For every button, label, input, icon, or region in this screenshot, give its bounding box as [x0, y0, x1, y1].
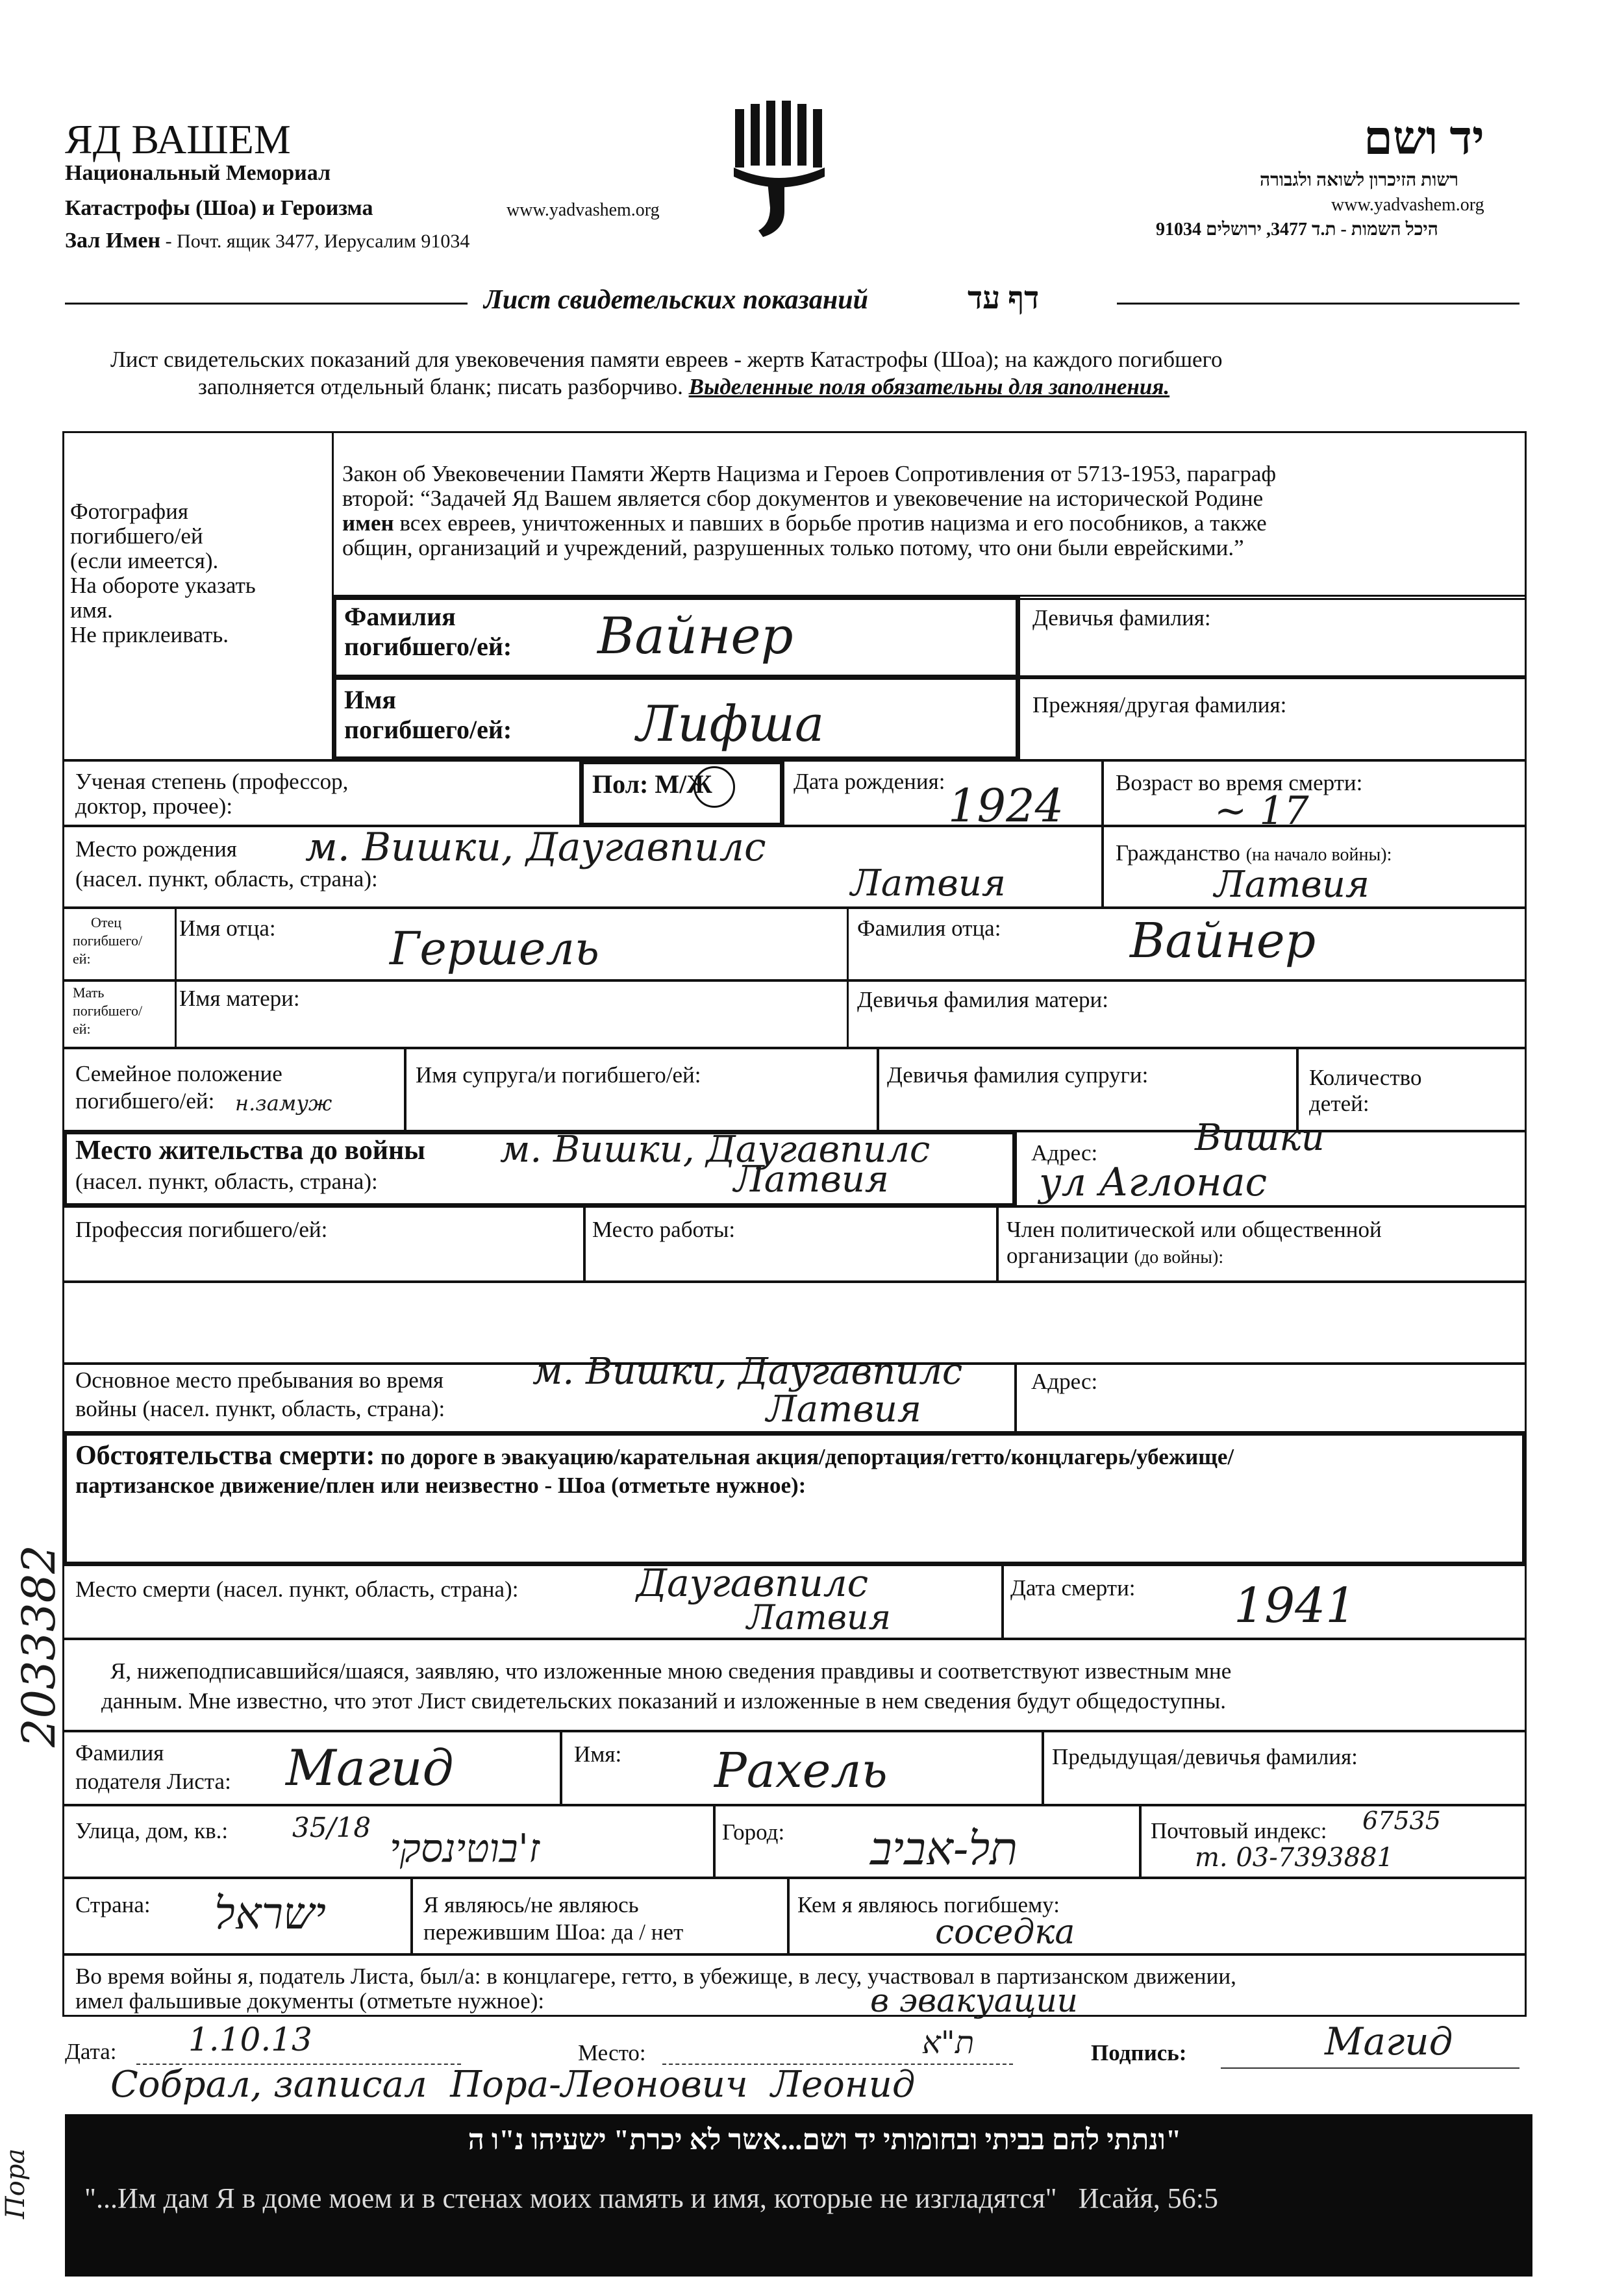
death-place-value-2: Латвия	[747, 1599, 891, 1638]
spouse-name-box[interactable]	[404, 1047, 879, 1132]
death-date-label: Дата смерти:	[1010, 1575, 1136, 1601]
membership-label: Член политической или общественной	[1006, 1217, 1382, 1242]
photo-label-4: На обороте указать	[70, 573, 256, 598]
law-names-word: имен	[342, 510, 394, 536]
birthplace-value: м. Вишки, Даугавпилс	[305, 825, 766, 870]
survivor-options[interactable]: да / нет	[612, 1919, 684, 1945]
spouse-maiden-label: Девичья фамилия супруги:	[887, 1062, 1149, 1088]
spouse-name-label: Имя супруга/и погибшего/ей:	[416, 1062, 701, 1088]
street-value-2: ז'בוטינסקי	[390, 1826, 540, 1871]
citizenship-label-text: Гражданство	[1116, 840, 1240, 866]
declaration-line-2: данным. Мне известно, что этот Лист свидетельских показаний и изложенные в нем сведения будут общедоступны.	[101, 1688, 1226, 1714]
first-name-label-2: погибшего/ей:	[344, 715, 512, 744]
war-status-value: в эвакуации	[870, 1982, 1078, 2019]
country-value: ישראל	[214, 1888, 326, 1940]
marital-label-2: погибшего/ей:	[75, 1088, 215, 1114]
residence-value-2: Латвия	[734, 1158, 889, 1201]
street-label: Улица, дом, кв.:	[75, 1818, 229, 1843]
death-date-value: 1941	[1234, 1578, 1356, 1634]
signature-rule	[1221, 2067, 1519, 2069]
org-title: ЯД ВАШЕМ	[65, 116, 291, 162]
collected-note: Собрал, записал Пора-Леонович Леонид	[110, 2064, 916, 2106]
maiden-name-label: Девичья фамилия:	[1032, 605, 1211, 630]
law-line-4: общин, организаций и учреждений, разрушенных только потому, что они были еврейскими.”	[342, 535, 1244, 560]
war-status-label-2: имел фальшивые документы (отметьте нужное):	[75, 1988, 545, 2014]
profession-label: Профессия погибшего/ей:	[75, 1217, 328, 1242]
submitter-surname-label-2: подателя Листа:	[75, 1769, 231, 1794]
father-name-value: Гершель	[390, 922, 599, 975]
submitter-surname-label: Фамилия	[75, 1740, 164, 1766]
membership-note: (до войны):	[1134, 1247, 1224, 1267]
intro-line-2	[198, 374, 1169, 400]
death-place-label: Место смерти (насел. пункт, область, страна):	[75, 1577, 519, 1602]
surname-label-2: погибшего/ей:	[344, 632, 512, 661]
phone-value: т. 03-7393881	[1195, 1843, 1394, 1873]
hebrew-title: יד ושם	[1364, 112, 1484, 164]
submitter-surname-value: Магид	[286, 1739, 454, 1797]
wartime-value-2: Латвия	[766, 1388, 921, 1430]
death-place-value: Даугавпилс	[636, 1561, 869, 1605]
father-surname-value: Вайнер	[1130, 913, 1316, 969]
yad-vashem-logo	[727, 97, 838, 247]
place-value: ת"א	[922, 2025, 975, 2061]
first-name-value: Лифша	[636, 695, 825, 753]
mother-side-label: Мать	[73, 984, 105, 1001]
residence-label-2: (насел. пункт, область, страна):	[75, 1169, 378, 1194]
postal-label: Почтовый индекс:	[1151, 1818, 1327, 1843]
hebrew-subtitle: רשות הזיכרון לשואה ולגבורה	[1260, 170, 1459, 190]
form-title: Лист свидетельских показаний	[484, 285, 868, 315]
circumstances-options: по дороге в эвакуацию/карательная акция/депортация/гетто/концлагерь/убежище/	[375, 1444, 1234, 1469]
street-value: 35/18	[292, 1812, 371, 1843]
intro-line-1: Лист свидетельских показаний для увековечения памяти евреев - жертв Катастрофы (Шоа); на каждого погибшего	[110, 347, 1223, 372]
website-right: www.yadvashem.org	[1331, 195, 1484, 215]
banner-hebrew-quote: "ונתתי להם בביתי ובחומותי יד ושם...אשר לא יכרת" ישעיהו נ"ו ה	[468, 2124, 1182, 2156]
birth-date-label: Дата рождения:	[794, 769, 945, 794]
submitter-name-label: Имя:	[574, 1741, 622, 1767]
side-record-number: 2033382	[12, 1545, 66, 1747]
marital-label: Семейное положение	[75, 1061, 282, 1086]
birth-date-value: 1924	[948, 779, 1064, 832]
submitter-name-value: Рахель	[714, 1743, 888, 1799]
title-rule-right	[1117, 303, 1519, 305]
photo-label-1: Фотография	[70, 499, 188, 524]
workplace-label: Место работы:	[592, 1217, 736, 1242]
photo-label-3: (если имеется).	[70, 548, 219, 573]
hall-name: Зал Имен	[65, 229, 161, 253]
first-name-label: Имя	[344, 685, 396, 714]
degree-label-2: доктор, прочее):	[75, 793, 233, 819]
date-value: 1.10.13	[188, 2021, 312, 2058]
birthplace-value-2: Латвия	[851, 862, 1006, 905]
banner-russian-quote: "...Им дам Я в доме моем и в стенах моих память и имя, которые не изгладятся" Исайя, 56:5	[84, 2182, 1218, 2214]
title-rule-left	[65, 303, 468, 305]
survivor-label-text: пережившим Шоа:	[423, 1919, 606, 1945]
sex-female-circle	[694, 766, 735, 808]
wartime-label: Основное место пребывания во время	[75, 1367, 444, 1393]
age-label: Возраст во время смерти:	[1116, 770, 1363, 795]
photo-label-6: Не приклеивать.	[70, 622, 229, 647]
hall-address: - Почт. ящик 3477, Иерусалим 91034	[160, 231, 470, 252]
children-label-2: детей:	[1309, 1091, 1369, 1116]
father-surname-label: Фамилия отца:	[857, 916, 1001, 941]
mother-maiden-label: Девичья фамилия матери:	[857, 987, 1108, 1012]
citizenship-value: Латвия	[1214, 864, 1369, 906]
mother-side-label-2: погибшего/	[73, 1003, 143, 1019]
country-label: Страна:	[75, 1892, 151, 1917]
surname-value: Вайнер	[597, 607, 794, 666]
wartime-value: м. Вишки, Даугавпилс	[532, 1351, 963, 1393]
mother-side-label-3: ей:	[73, 1021, 91, 1037]
city-label: Город:	[722, 1819, 785, 1845]
residence-address-value: Вишки	[1195, 1117, 1325, 1159]
circumstances-title: Обстоятельства смерти:	[75, 1441, 375, 1471]
father-name-label: Имя отца:	[179, 916, 276, 941]
residence-address-value-2: ул Аглонас	[1039, 1160, 1268, 1205]
relation-label: Кем я являюсь погибшему:	[797, 1892, 1060, 1917]
relation-value: соседка	[935, 1913, 1075, 1952]
father-side-label: Отец	[91, 914, 122, 930]
surname-label: Фамилия	[344, 602, 456, 631]
birthplace-label-2: (насел. пункт, область, страна):	[75, 866, 378, 892]
membership-label-text: организации	[1006, 1243, 1129, 1268]
signature-label: Подпись:	[1091, 2040, 1187, 2065]
circumstances-line-2: партизанское движение/плен или неизвестно - Шоа (отметьте нужное):	[75, 1473, 806, 1498]
citizenship-note: (на начало войны):	[1245, 845, 1392, 865]
submitter-prev-label: Предыдущая/девичья фамилия:	[1052, 1744, 1358, 1769]
place-label: Место:	[578, 2040, 646, 2065]
law-line-1: Закон об Увековечении Памяти Жертв Нацизма и Героев Сопротивления от 5713-1953, параграф	[342, 461, 1277, 486]
org-subtitle-2: Катастрофы (Шоа) и Героизма	[65, 196, 373, 220]
hall-address-line	[65, 229, 469, 253]
signature-value: Магид	[1325, 2019, 1453, 2064]
marital-value: н.замуж	[235, 1091, 332, 1116]
law-line-2: второй: “Задачей Яд Вашем является сбор документов и увековечение на исторической Родине	[342, 486, 1264, 511]
sex-label: Пол: М/Ж	[592, 769, 712, 799]
residence-address-label: Адрес:	[1031, 1140, 1098, 1166]
hebrew-address: היכל השמות - ת.ד 3477, ירושלים 91034	[1156, 219, 1438, 240]
declaration-box	[62, 1638, 1527, 1732]
city-value: תל-אביב	[870, 1822, 1018, 1875]
father-side-label-3: ей:	[73, 951, 91, 967]
intro-required-note: Выделенные поля обязательны для заполнения.	[688, 374, 1170, 399]
circumstances-line-1	[75, 1443, 1234, 1470]
org-subtitle: Национальный Мемориал	[65, 161, 331, 185]
law-line-3-text: всех евреев, уничтоженных и павших в борьбе против нацизма и его пособников, а также	[394, 510, 1267, 536]
degree-label: Ученая степень (профессор,	[75, 769, 349, 794]
survivor-label-2	[423, 1919, 683, 1945]
law-line-3	[342, 510, 1267, 536]
intro-line-2-text: заполняется отдельный бланк; писать разборчиво.	[198, 374, 683, 399]
age-value: ~ 17	[1214, 788, 1309, 834]
declaration-line-1: Я, нижеподписавшийся/шаяся, заявляю, что изложенные мною сведения правдивы и соответствуют известным мне	[110, 1658, 1232, 1684]
prev-surname-label: Прежняя/другая фамилия:	[1032, 692, 1287, 718]
postal-value: 67535	[1362, 1806, 1441, 1835]
wartime-address-label: Адрес:	[1031, 1369, 1098, 1394]
membership-label-2	[1006, 1243, 1223, 1271]
website-left: www.yadvashem.org	[506, 200, 660, 220]
residence-label: Место жительства до войны	[75, 1136, 425, 1166]
side-signature: Пора	[1, 2148, 31, 2219]
prev-surname-box[interactable]	[1017, 675, 1527, 761]
form-title-hebrew: דף עד	[968, 281, 1040, 316]
photo-label-2: погибшего/ей	[70, 523, 203, 549]
mother-name-label: Имя матери:	[179, 986, 300, 1011]
father-side-label-2: погибшего/	[73, 932, 143, 949]
date-label: Дата:	[65, 2039, 117, 2064]
photo-label-5: имя.	[70, 597, 113, 623]
birthplace-label: Место рождения	[75, 836, 237, 862]
wartime-label-2: войны (насел. пункт, область, страна):	[75, 1396, 445, 1421]
war-status-label: Во время войны я, податель Листа, был/а: в концлагере, гетто, в убежище, в лесу, участвовал в партизанском движении,	[75, 1964, 1236, 1989]
children-label: Количество	[1309, 1065, 1422, 1090]
survivor-label: Я являюсь/не являюсь	[423, 1892, 639, 1917]
residence-value: м. Вишки, Даугавпилс	[500, 1129, 931, 1171]
